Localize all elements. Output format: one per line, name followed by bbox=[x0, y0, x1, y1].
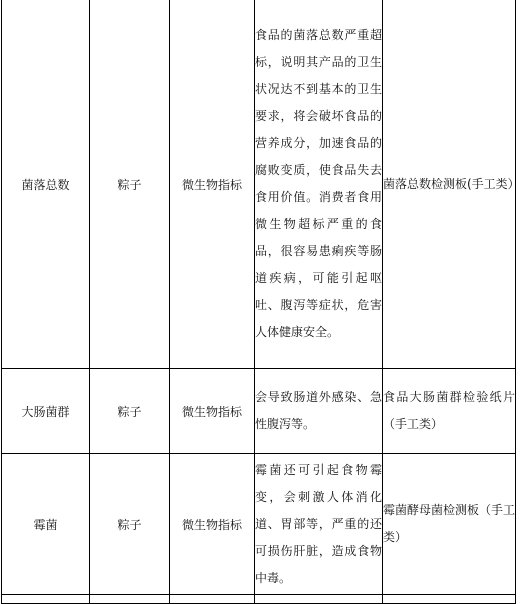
table-row bbox=[2, 0, 516, 369]
description-cell: 会导致肠道外感染、急性腹泻等。 bbox=[255, 369, 383, 454]
indicator-type-cell: 微生物指标 bbox=[170, 369, 255, 454]
description-cell: 食品的菌落总数严重超标，说明其产品的卫生状况达不到基本的卫生要求，将会破坏食品的营养成分，加速食品的腐败变质，使食品失去食用价值。消费者食用微生物超标严重的食品，很容易患痢疾等肠道疾病，可能引起呕吐、腹泻等症状，危害人体健康安全。 bbox=[255, 0, 383, 369]
indicator-type-cell: 微生物指标 bbox=[170, 454, 255, 595]
detection-tool-cell: 霉菌酵母菌检测板（手工类） bbox=[383, 454, 516, 595]
detection-tool-cell: 菌落总数检测板(手工类） bbox=[383, 0, 516, 369]
hazard-table bbox=[1, 0, 520, 604]
food-cell: 粽子 bbox=[90, 369, 170, 454]
empty-cell bbox=[2, 595, 90, 604]
table-row bbox=[2, 454, 516, 595]
detection-tool-cell: 食品大肠菌群检验纸片（手工类） bbox=[383, 369, 516, 454]
empty-cell bbox=[255, 595, 383, 604]
table-row bbox=[2, 369, 516, 454]
food-cell: 粽子 bbox=[90, 454, 170, 595]
empty-cell bbox=[90, 595, 170, 604]
category-cell: 大肠菌群 bbox=[2, 369, 90, 454]
description-cell: 霉菌还可引起食物霉变，会刺激人体消化道、胃部等，严重的还可损伤肝脏，造成食物中毒。 bbox=[255, 454, 383, 595]
food-cell: 粽子 bbox=[90, 0, 170, 369]
indicator-type-cell: 微生物指标 bbox=[170, 0, 255, 369]
table-row-partial bbox=[2, 595, 516, 604]
empty-cell bbox=[383, 595, 516, 604]
empty-cell bbox=[170, 595, 255, 604]
category-cell: 菌落总数 bbox=[2, 0, 90, 369]
category-cell: 霉菌 bbox=[2, 454, 90, 595]
